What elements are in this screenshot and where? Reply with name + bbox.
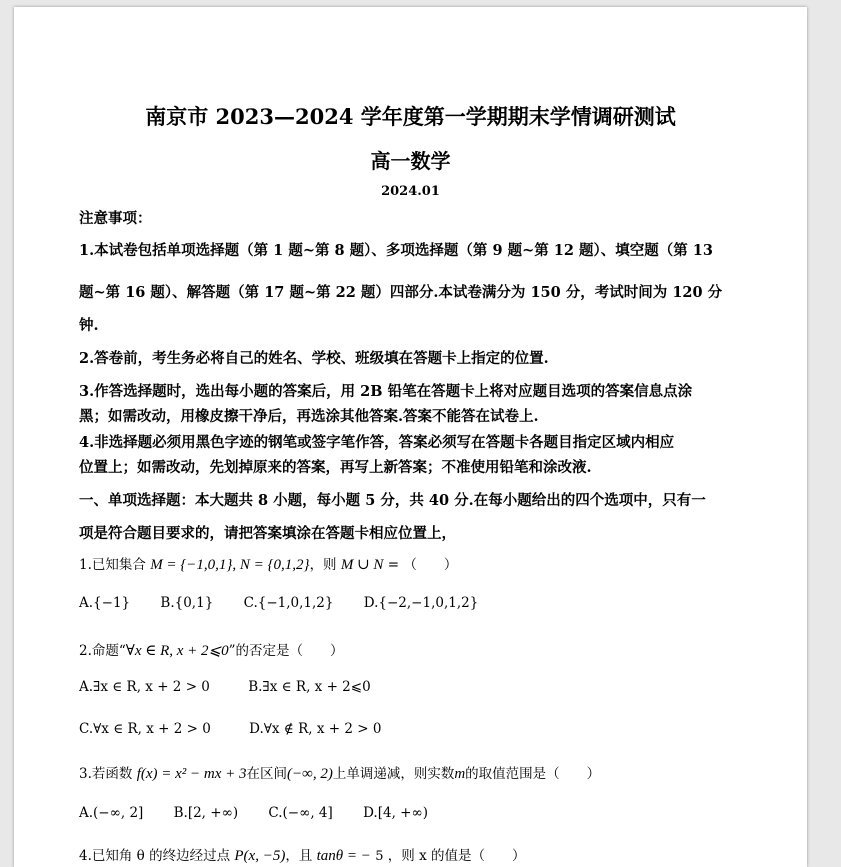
q1-union: M ∪ N <box>340 557 384 573</box>
question-2-stem: 2.命题“∀x ∈ R, x + 2⩽0”的否定是（ ） <box>79 643 344 659</box>
q3-function: f(x) = x² − mx + 3 <box>136 766 247 782</box>
q2-option-c[interactable]: C.∀x ∈ R, x + 2 > 0 <box>79 721 211 737</box>
note-1-line-1: 1.本试卷包括单项选择题（第 1 题~第 8 题）、多项选择题（第 9 题~第 12 题）、填空题（第 13 <box>79 242 713 259</box>
note-1-line-3: 钟. <box>79 317 99 334</box>
question-2-options-row-2 <box>79 721 407 737</box>
question-4-stem: 4.已知角 θ 的终边经过点 P(x, −5)，且 tanθ = − 5 ，则 x 的值是（ ） <box>79 848 526 864</box>
q4-tan-expression: tanθ = − <box>316 848 371 864</box>
note-3-line-2: 黑；如需改动，用橡皮擦干净后，再选涂其他答案.答案不能答在试卷上. <box>79 408 539 425</box>
section-heading-line-1: 一、单项选择题：本大题共 8 小题，每小题 5 分，共 40 分.在每小题给出的四个选项中，只有一 <box>79 492 706 509</box>
note-3-line-1: 3.作答选择题时，选出每小题的答案后，用 2B 铅笔在答题卡上将对应题目选项的答案信息点涂 <box>79 383 693 400</box>
note-4-line-1: 4.非选择题必须用黑色字迹的钢笔或签字笔作答，答案必须写在答题卡各题目指定区域内相应 <box>79 434 675 451</box>
q1-option-d[interactable]: D.{−2,−1,0,1,2} <box>363 595 479 611</box>
question-1-stem: 1.已知集合 M = {−1,0,1}, N = {0,1,2}，则 M ∪ N = （ ） <box>79 557 458 573</box>
document-page <box>14 7 807 867</box>
question-3-options <box>79 805 454 821</box>
q1-option-b[interactable]: B.{0,1} <box>160 595 214 611</box>
note-2: 2.答卷前，考生务必将自己的姓名、学校、班级填在答题卡上指定的位置. <box>79 350 549 367</box>
q3-option-c[interactable]: C.(−∞, 4] <box>268 805 333 821</box>
question-3-stem: 3.若函数 f(x) = x² − mx + 3在区间(−∞, 2)上单调递减，则实数m的取值范围是（ ） <box>79 766 601 782</box>
question-1-options <box>79 595 504 611</box>
q3-interval: (−∞, 2) <box>287 766 333 782</box>
q3-variable: m <box>454 766 466 782</box>
q2-option-b[interactable]: B.∃x ∈ R, x + 2⩽0 <box>248 679 371 695</box>
exam-date: 2024.01 <box>381 184 440 199</box>
q1-sets: M = {−1,0,1}, N = {0,1,2} <box>150 557 310 573</box>
q2-proposition: ∀x ∈ R, x + 2⩽0 <box>125 643 229 659</box>
q4-point: P(x, −5) <box>234 848 286 864</box>
q3-option-a[interactable]: A.(−∞, 2] <box>79 805 144 821</box>
question-2-options-row-1 <box>79 679 397 695</box>
exam-subject: 高一数学 <box>370 149 451 173</box>
q2-option-a[interactable]: A.∃x ∈ R, x + 2 > 0 <box>79 679 210 695</box>
exam-title: 南京市 2023—2024 学年度第一学期期末学情调研测试 <box>145 104 676 129</box>
q3-option-b[interactable]: B.[2, +∞) <box>173 805 239 821</box>
note-1-line-2: 题~第 16 题）、解答题（第 17 题~第 22 题）四部分.本试卷满分为 150 分，考试时间为 120 分 <box>79 284 723 301</box>
notes-heading: 注意事项： <box>79 210 152 227</box>
q1-option-c[interactable]: C.{−1,0,1,2} <box>243 595 334 611</box>
q1-option-a[interactable]: A.{−1} <box>79 595 131 611</box>
q2-option-d[interactable]: D.∀x ∉ R, x + 2 > 0 <box>249 721 382 737</box>
section-heading-line-2: 项是符合题目要求的，请把答案填涂在答题卡相应位置上， <box>79 525 456 542</box>
q3-option-d[interactable]: D.[4, +∞) <box>363 805 428 821</box>
note-4-line-2: 位置上；如需改动，先划掉原来的答案，再写上新答案；不准使用铅笔和涂改液. <box>79 459 592 476</box>
q4-fraction-numerator: 5 <box>375 849 384 864</box>
